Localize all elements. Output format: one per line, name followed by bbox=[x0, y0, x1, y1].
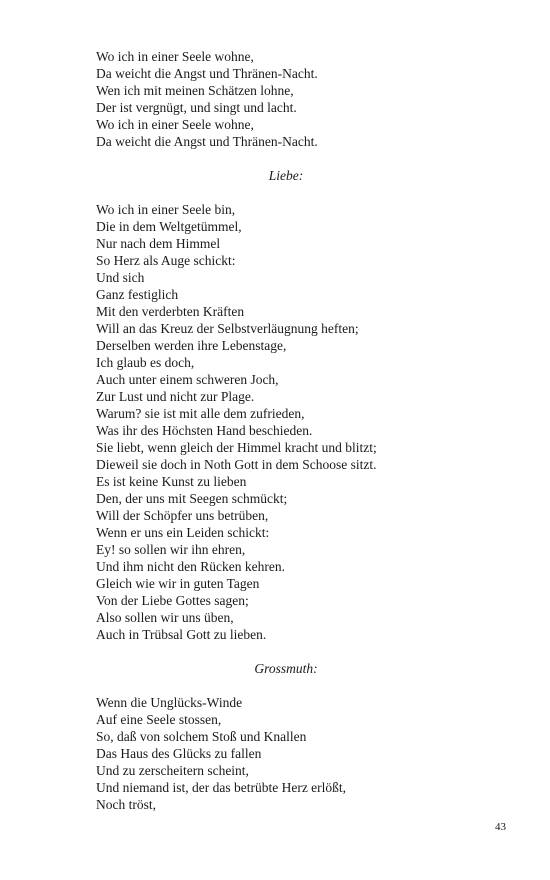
verse-line: Zur Lust und nicht zur Plage. bbox=[96, 389, 255, 404]
verse-line: Wen ich mit meinen Schätzen lohne, bbox=[96, 83, 294, 98]
page-body bbox=[96, 48, 436, 813]
verse-line: Das Haus des Glücks zu fallen bbox=[96, 746, 262, 761]
verse-line: Wo ich in einer Seele wohne, bbox=[96, 117, 254, 132]
verse-line: Noch tröst, bbox=[96, 797, 156, 812]
verse-line: Will der Schöpfer uns betrüben, bbox=[96, 508, 269, 523]
verse-line: Was ihr des Höchsten Hand beschieden. bbox=[96, 423, 313, 438]
verse-line: Ey! so sollen wir ihn ehren, bbox=[96, 542, 246, 557]
verse-line: So Herz als Auge schickt: bbox=[96, 253, 236, 268]
verse-line: Wo ich in einer Seele bin, bbox=[96, 202, 236, 217]
verse-line: Mit den verderbten Kräften bbox=[96, 304, 245, 319]
verse-line: Auch in Trübsal Gott zu lieben. bbox=[96, 627, 267, 642]
verse-line: Und ihm nicht den Rücken kehren. bbox=[96, 559, 285, 574]
verse-line: Sie liebt, wenn gleich der Himmel kracht und blitzt; bbox=[96, 440, 377, 455]
verse-line: So, daß von solchem Stoß und Knallen bbox=[96, 729, 307, 744]
verse-line: Wenn die Unglücks-Winde bbox=[96, 695, 243, 710]
verse-block-2 bbox=[96, 201, 436, 643]
verse-block-3 bbox=[96, 694, 436, 813]
verse-line: Ich glaub es doch, bbox=[96, 355, 195, 370]
verse-line: Der ist vergnügt, und singt und lacht. bbox=[96, 100, 297, 115]
verse-line: Ganz festiglich bbox=[96, 287, 179, 302]
verse-line: Da weicht die Angst und Thränen-Nacht. bbox=[96, 66, 318, 81]
verse-line: Gleich wie wir in guten Tagen bbox=[96, 576, 260, 591]
verse-line: Dieweil sie doch in Noth Gott in dem Schoose sitzt. bbox=[96, 457, 377, 472]
verse-block-1 bbox=[96, 48, 436, 150]
verse-line: Will an das Kreuz der Selbstverläugnung heften; bbox=[96, 321, 359, 336]
verse-line: Und sich bbox=[96, 270, 145, 285]
page-number: 43 bbox=[495, 821, 506, 833]
verse-line: Da weicht die Angst und Thränen-Nacht. bbox=[96, 134, 318, 149]
verse-line: Nur nach dem Himmel bbox=[96, 236, 221, 251]
section-heading-grossmuth: Grossmuth: bbox=[254, 661, 318, 676]
verse-line: Auf eine Seele stossen, bbox=[96, 712, 222, 727]
verse-line: Auch unter einem schweren Joch, bbox=[96, 372, 279, 387]
verse-line: Den, der uns mit Seegen schmückt; bbox=[96, 491, 288, 506]
verse-line: Also sollen wir uns üben, bbox=[96, 610, 234, 625]
verse-line: Und zu zerscheitern scheint, bbox=[96, 763, 249, 778]
verse-line: Und niemand ist, der das betrübte Herz erlößt, bbox=[96, 780, 347, 795]
verse-line: Wo ich in einer Seele wohne, bbox=[96, 49, 254, 64]
verse-line: Die in dem Weltgetümmel, bbox=[96, 219, 242, 234]
verse-line: Derselben werden ihre Lebenstage, bbox=[96, 338, 287, 353]
verse-line: Wenn er uns ein Leiden schickt: bbox=[96, 525, 270, 540]
section-heading-liebe: Liebe: bbox=[268, 168, 304, 183]
verse-line: Warum? sie ist mit alle dem zufrieden, bbox=[96, 406, 305, 421]
verse-line: Es ist keine Kunst zu lieben bbox=[96, 474, 247, 489]
verse-line: Von der Liebe Gottes sagen; bbox=[96, 593, 249, 608]
